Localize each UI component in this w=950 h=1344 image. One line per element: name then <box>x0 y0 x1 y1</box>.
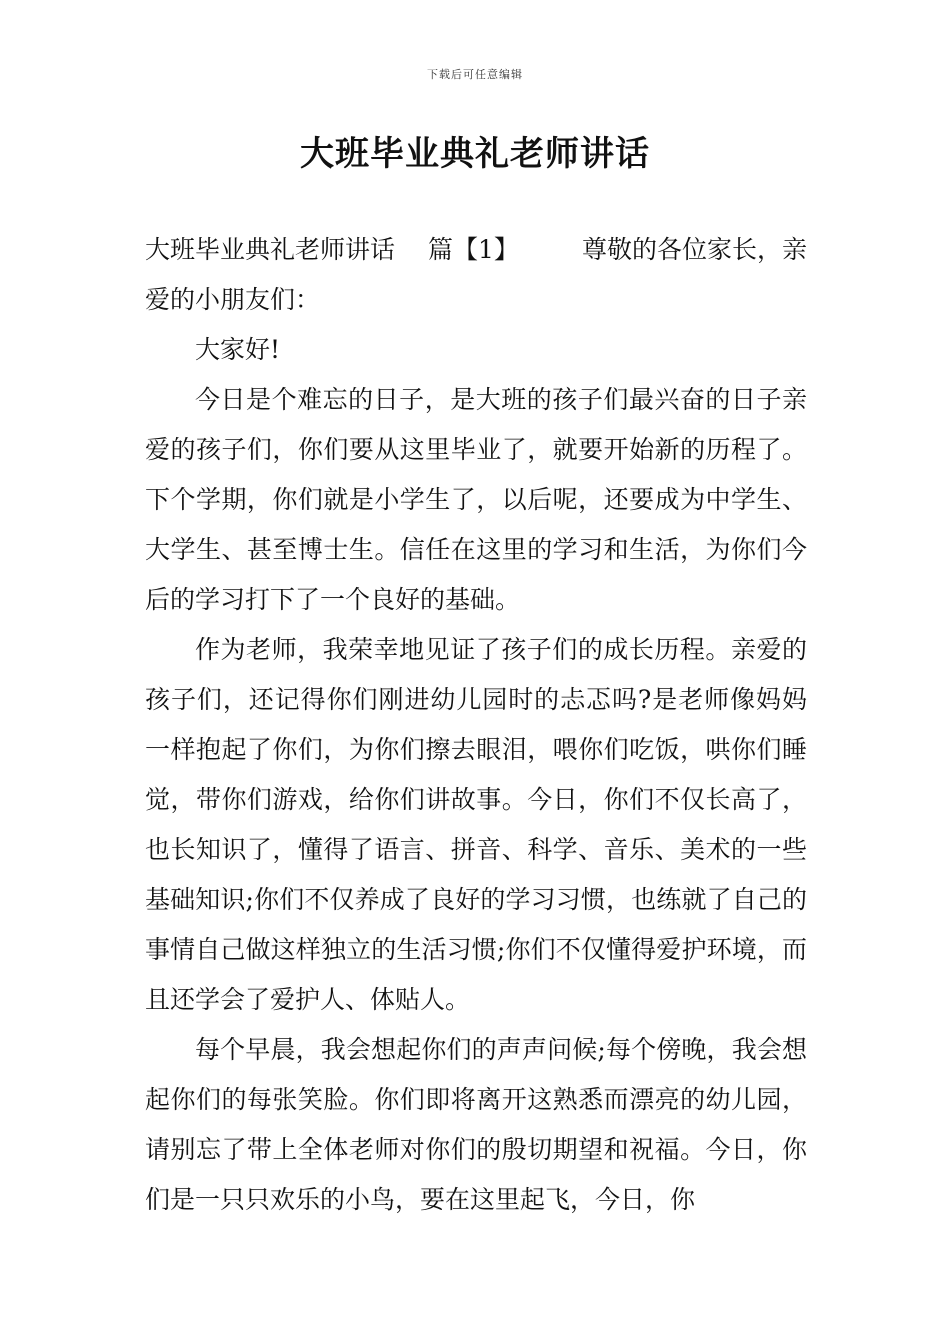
intro-line <box>145 225 807 275</box>
paragraph-1: 今日是个难忘的日子，是大班的孩子们最兴奋的日子亲爱的孩子们，你们要从这里毕业了，就要开始新的历程了。下个学期，你们就是小学生了，以后呢，还要成为中学生、大学生、甚至博士生。信任在这里的学习和生活，为你们今后的学习打下了一个良好的基础。 <box>145 385 807 614</box>
section-heading: 大班毕业典礼老师讲话 篇【1】 <box>145 235 519 264</box>
document-title: 大班毕业典礼老师讲话 <box>300 134 650 174</box>
salutation-continued: 爱的小朋友们： <box>145 285 321 314</box>
document-body <box>145 225 807 1225</box>
header-note: 下载后可任意编辑 <box>427 68 523 81</box>
salutation-start: 尊敬的各位家长，亲 <box>581 235 807 264</box>
paragraph-2: 作为老师，我荣幸地见证了孩子们的成长历程。亲爱的孩子们，还记得你们刚进幼儿园时的忐忑吗?是老师像妈妈一样抱起了你们，为你们擦去眼泪，喂你们吃饭，哄你们睡觉，带你们游戏，给你们讲故事。今日，你们不仅长高了，也长知识了，懂得了语言、拼音、科学、音乐、美术的一些基础知识;你们不仅养成了良好的学习习惯，也练就了自己的事情自己做这样独立的生活习惯;你们不仅懂得爱护环境，而且还学会了爱护人、体贴人。 <box>145 635 807 1014</box>
paragraph-3: 每个早晨，我会想起你们的声声问候;每个傍晚，我会想起你们的每张笑脸。你们即将离开这熟悉而漂亮的幼儿园，请别忘了带上全体老师对你们的殷切期望和祝福。今日，你们是一只只欢乐的小鸟，要在这里起飞，今日，你 <box>145 1035 807 1214</box>
paragraph-greeting: 大家好! <box>195 335 281 364</box>
